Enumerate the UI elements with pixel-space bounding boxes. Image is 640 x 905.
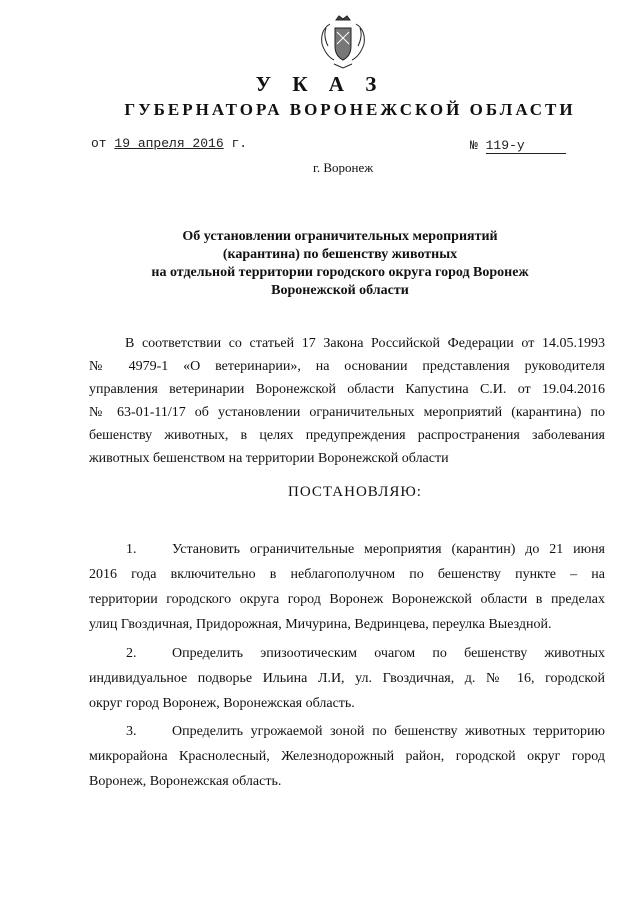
item-first-line [89, 537, 605, 562]
list-item [89, 537, 605, 637]
item-first-line [89, 641, 605, 666]
item-line: улиц Гвоздичная, Придорожная, Мичурина, Ведринцева, переулка Выездной. [89, 617, 552, 632]
item-line: округ город Воронеж, Воронежская область. [89, 696, 355, 711]
item-number: 2. [126, 646, 137, 661]
document-number [470, 138, 610, 154]
number-value: 119-у [486, 138, 566, 154]
date-suffix: г. [231, 136, 248, 151]
document-date [91, 136, 247, 151]
number-prefix: № [470, 138, 478, 153]
city: г. Воронеж [313, 160, 374, 175]
heading-line: Об установлении ограничительных мероприятий [182, 229, 498, 244]
preamble-line: № 4979-1 «О ветеринарии», на основании представления руководителя [89, 359, 605, 374]
list-item [89, 719, 605, 794]
item-line: микрорайона Краснолесный, Железнодорожный район, городской округ город [89, 749, 605, 764]
item-line: Воронеж, Воронежская область. [89, 774, 282, 789]
date-value: 19 апреля 2016 [114, 136, 224, 151]
issuer-title: ГУБЕРНАТОРА ВОРОНЕЖСКОЙ ОБЛАСТИ [124, 100, 576, 119]
document-heading [120, 228, 560, 300]
document-type-title: У К А З [255, 72, 385, 96]
item-line: индивидуальное подворье Ильина Л.И, ул. Гвоздичная, д. № 16, городской [89, 671, 605, 686]
item-number: 3. [126, 724, 137, 739]
item-number: 1. [126, 542, 137, 557]
item-line: территории городского округа город Воронеж Воронежской области в пределах [89, 592, 605, 607]
coat-of-arms-icon [316, 14, 370, 70]
preamble-line: В соответствии со статьей 17 Закона Российской Федерации от 14.05.1993 [125, 336, 605, 351]
item-line: 2016 года включительно в неблагополучном по бешенству пункте – на [89, 567, 605, 582]
heading-line: Воронежской области [271, 283, 409, 298]
item-line: Определить угрожаемой зоной по бешенству животных территорию [172, 724, 605, 739]
preamble-line: управления ветеринарии Воронежской области Капустина С.И. от 19.04.2016 [89, 382, 605, 397]
item-first-line [89, 719, 605, 744]
preamble-paragraph [89, 332, 605, 470]
preamble-line: животных бешенством на территории Воронежской области [89, 451, 449, 466]
list-item [89, 641, 605, 716]
item-line: Установить ограничительные мероприятия (карантин) до 21 июня [172, 542, 605, 557]
heading-line: на отдельной территории городского округа город Воронеж [151, 265, 529, 280]
date-prefix: от [91, 136, 107, 151]
preamble-line: № 63-01-11/17 об установлении ограничительных мероприятий (карантина) по [89, 405, 605, 420]
heading-line: (карантина) по бешенству животных [222, 247, 458, 262]
decree-word: ПОСТАНОВЛЯЮ: [288, 484, 422, 500]
preamble-line: бешенству животных, в целях предупреждения распространения заболевания [89, 428, 605, 443]
item-line: Определить эпизоотическим очагом по бешенству животных [172, 646, 605, 661]
